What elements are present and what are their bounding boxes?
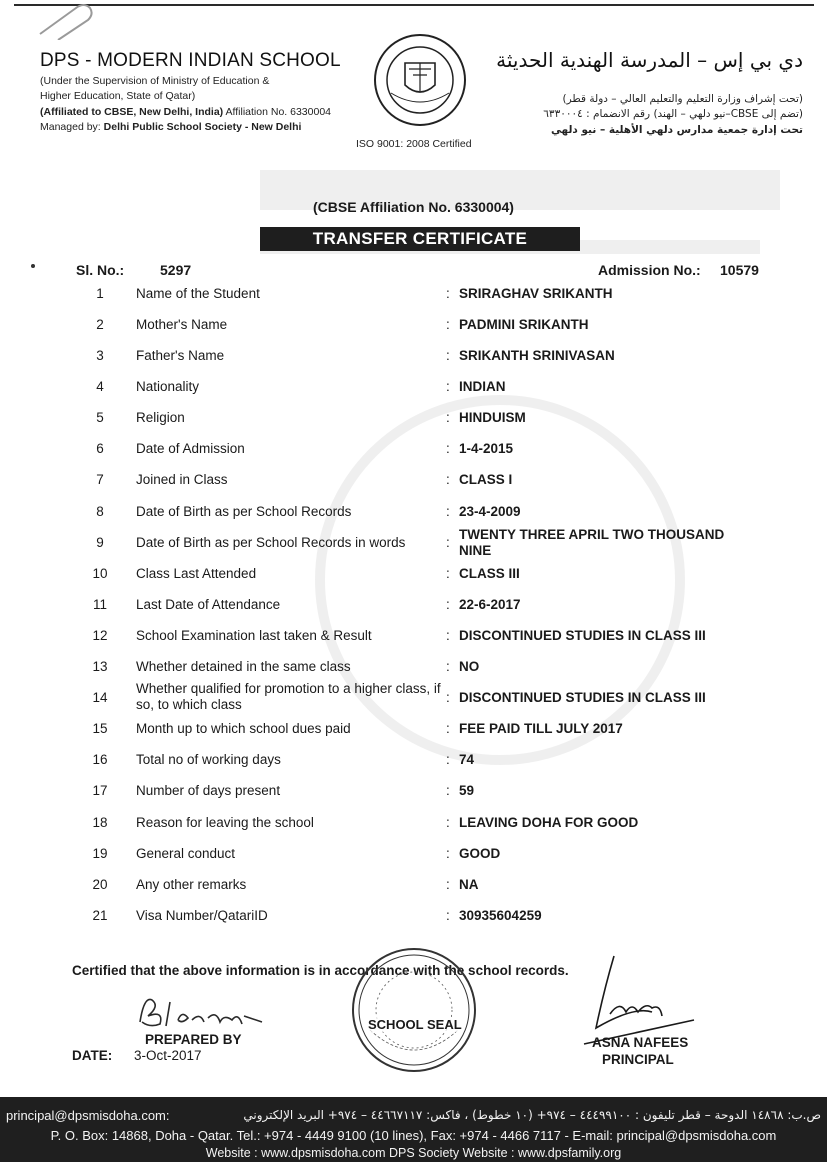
field-value: 74 [459, 752, 475, 767]
cbse-affiliation: (CBSE Affiliation No. 6330004) [313, 199, 514, 215]
field-label: Nationality [136, 379, 200, 394]
field-value: LEAVING DOHA FOR GOOD [459, 815, 639, 830]
field-label: Number of days present [136, 783, 281, 798]
managed-bold: Delhi Public School Society - New Delhi [103, 121, 302, 133]
field-label: Name of the Student [136, 286, 260, 301]
field-number: 21 [92, 908, 108, 923]
certification-statement: Certified that the above information is in accordance with the school records. [72, 963, 569, 978]
field-number: 6 [96, 441, 104, 456]
field-number: 1 [96, 286, 104, 301]
admission-number-label: Admission No.: [598, 262, 701, 278]
field-number: 11 [92, 597, 107, 612]
preparer-signature [130, 992, 270, 1034]
field-value: 59 [459, 783, 475, 798]
field-number: 16 [92, 752, 108, 767]
managed-by-line [40, 121, 301, 134]
field-number: 9 [96, 535, 104, 550]
field-label: Total no of working days [136, 752, 281, 767]
managed-label: Managed by: [40, 121, 104, 133]
field-number: 2 [96, 317, 104, 332]
footer-address: P. O. Box: 14868, Doha - Qatar. Tel.: +974 - 4449 9100 (10 lines), Fax: +974 - 4466 7117 - E-mail: principal@dpsmisdoha.com [50, 1128, 777, 1143]
field-label: Mother's Name [136, 317, 228, 332]
field-value: GOOD [459, 846, 501, 861]
field-label: School Examination last taken & Result [136, 628, 372, 643]
iso-certification: ISO 9001: 2008 Certified [356, 138, 472, 150]
school-seal-stamp [350, 946, 478, 1074]
principal-name: ASNA NAFEES [592, 1035, 689, 1050]
field-label: Class Last Attended [136, 566, 257, 581]
field-number: 3 [96, 348, 104, 363]
principal-signature [574, 950, 704, 1045]
field-value: SRIKANTH SRINIVASAN [459, 348, 615, 363]
field-number: 4 [96, 379, 104, 394]
field-value: HINDUISM [459, 410, 526, 425]
field-value: NO [459, 659, 480, 674]
field-value: NA [459, 877, 479, 892]
date-label: DATE: [72, 1048, 113, 1063]
prepared-by-label: PREPARED BY [145, 1032, 242, 1047]
supervision-line-2: Higher Education, State of Qatar) [40, 90, 196, 102]
field-number: 12 [92, 628, 108, 643]
field-value: FEE PAID TILL JULY 2017 [459, 721, 623, 736]
footer-email[interactable]: principal@dpsmisdoha.com: [6, 1108, 170, 1123]
field-value: DISCONTINUED STUDIES IN CLASS III [459, 690, 706, 705]
field-label: Whether detained in the same class [136, 659, 351, 674]
field-number: 5 [96, 410, 104, 425]
field-number: 19 [92, 846, 108, 861]
top-rule [14, 4, 814, 6]
affiliation-rest: Affiliation No. 6330004 [223, 106, 331, 118]
field-value: DISCONTINUED STUDIES IN CLASS III [459, 628, 706, 643]
field-label: Last Date of Attendance [136, 597, 281, 612]
field-label: Reason for leaving the school [136, 815, 314, 830]
field-label: Date of Birth as per School Records in words [136, 535, 406, 550]
affiliation-line [40, 106, 331, 119]
field-label: Date of Birth as per School Records [136, 504, 352, 519]
school-seal-label: SCHOOL SEAL [368, 1017, 462, 1032]
field-number: 15 [92, 721, 108, 736]
field-label: Father's Name [136, 348, 225, 363]
field-label: Religion [136, 410, 185, 425]
field-label: Whether qualified for promotion to a higher class, if so, to which class [136, 681, 441, 712]
arabic-managed-line: تحت إدارة جمعية مدارس دلهي الأهلية – نيو دلهي [550, 124, 803, 136]
field-label: Month up to which school dues paid [136, 721, 351, 736]
certificate-title: TRANSFER CERTIFICATE [260, 227, 580, 251]
field-number: 10 [92, 566, 108, 581]
field-number: 14 [92, 690, 108, 705]
field-value: 23-4-2009 [459, 504, 521, 519]
field-value: 22-6-2017 [459, 597, 521, 612]
field-number: 18 [92, 815, 108, 830]
field-value: CLASS I [459, 472, 513, 487]
principal-title: PRINCIPAL [602, 1052, 674, 1067]
field-label: Date of Admission [136, 441, 245, 456]
field-number: 17 [92, 783, 108, 798]
field-number: 20 [92, 877, 108, 892]
arabic-affiliation-line: (تضم إلى CBSE–نيو دلهي – الهند) رقم الانضمام : ٦٣٣٠٠٠٤ [543, 108, 803, 120]
field-label: Any other remarks [136, 877, 247, 892]
school-name-arabic: دي بي إس – المدرسة الهندية الحديثة [496, 48, 803, 72]
field-value: SRIRAGHAV SRIKANTH [459, 286, 613, 301]
field-value: TWENTY THREE APRIL TWO THOUSAND NINE [459, 527, 725, 558]
affiliation-bold: (Affiliated to CBSE, New Delhi, India) [40, 106, 224, 118]
serial-number-value: 5297 [160, 262, 192, 278]
supervision-line-1: (Under the Supervision of Ministry of Education & [40, 75, 270, 87]
stray-dot [31, 264, 35, 268]
field-label: Visa Number/QatariID [136, 908, 268, 923]
date-value: 3-Oct-2017 [134, 1048, 202, 1063]
footer-websites[interactable]: Website : www.dpsmisdoha.com DPS Society Website : www.dpsfamily.org [205, 1146, 622, 1160]
footer-arabic-contact: ص.ب: ١٤٨٦٨ الدوحة – قطر تليفون : ٤٤٤٩٩١٠٠ – ٩٧٤+ (١٠ خطوط) ، فاكس: ٤٤٦٦٧١١٧ – ٩٧٤+ البريد الإلكتروني [243, 1108, 821, 1122]
field-number: 8 [96, 504, 104, 519]
serial-number-label: Sl. No.: [76, 262, 125, 278]
field-number: 7 [96, 472, 104, 487]
field-value: 30935604259 [459, 908, 542, 923]
field-value: 1-4-2015 [459, 441, 514, 456]
arabic-supervision-line: (تحت إشراف وزارة التعليم والتعليم العالي – دولة قطر) [562, 93, 803, 105]
field-value: CLASS III [459, 566, 520, 581]
admission-number-value: 10579 [720, 262, 759, 278]
school-name-english: DPS - MODERN INDIAN SCHOOL [40, 50, 341, 71]
field-number: 13 [92, 659, 108, 674]
field-value: INDIAN [459, 379, 506, 394]
field-value: PADMINI SRIKANTH [459, 317, 589, 332]
paper-clip-icon [36, 0, 96, 40]
field-label: General conduct [136, 846, 236, 861]
field-label: Joined in Class [136, 472, 228, 487]
school-emblem-icon [373, 33, 467, 127]
